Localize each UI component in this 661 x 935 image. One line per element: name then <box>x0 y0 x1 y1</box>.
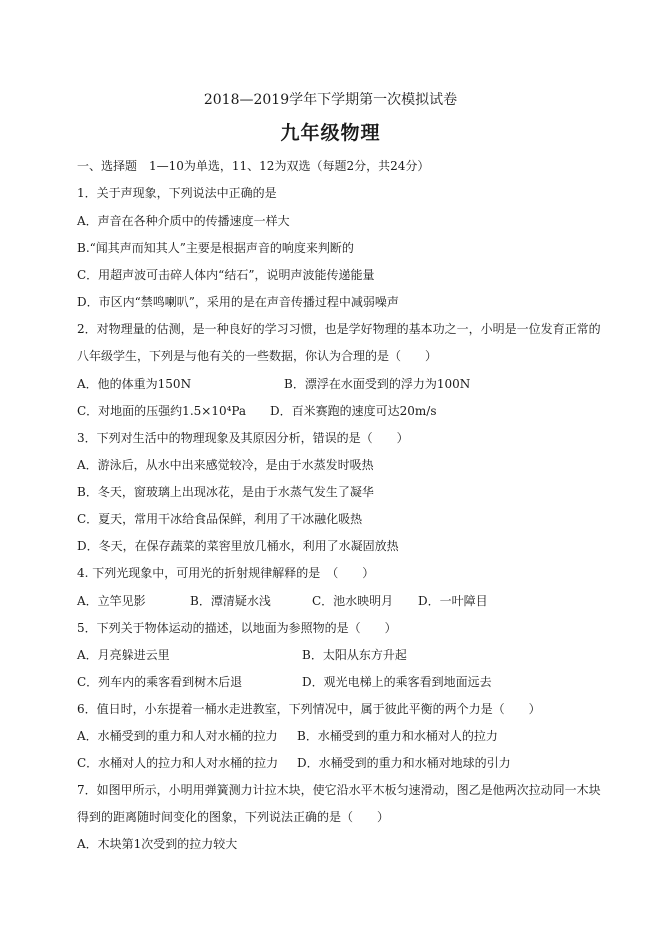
question-3-option-a: A．游泳后，从水中出来感觉较冷，是由于水蒸发时吸热 <box>77 458 374 472</box>
question-6-option-b: B．水桶受到的重力和水桶对人的拉力 <box>297 729 498 743</box>
question-6-option-a: A．水桶受到的重力和人对水桶的拉力 <box>77 729 278 743</box>
question-7-stem-line1: 7．如图甲所示，小明用弹簧测力计拉木块，使它沿水平木板匀速滑动，图乙是他两次拉动同一木块 <box>77 783 601 797</box>
question-6-stem: 6．值日时，小东提着一桶水走进教室，下列情况中，属于彼此平衡的两个力是（ ） <box>77 702 541 716</box>
question-2-option-c: C．对地面的压强约1.5×10⁴Pa <box>77 404 247 418</box>
question-1-option-a: A．声音在各种介质中的传播速度一样大 <box>77 214 290 228</box>
question-1-option-c: C．用超声波可击碎人体内“结石”，说明声波能传递能量 <box>77 268 375 282</box>
question-4-option-a: A．立竿见影 <box>77 594 146 608</box>
question-2-option-d: D．百米赛跑的速度可达20m/s <box>270 404 437 418</box>
question-5-stem: 5．下列关于物体运动的描述，以地面为参照物的是（ ） <box>77 621 397 635</box>
question-1-option-d: D．市区内“禁鸣喇叭”，采用的是在声音传播过程中减弱噪声 <box>77 295 399 309</box>
question-1-option-b: B.“闻其声而知其人”主要是根据声音的响度来判断的 <box>77 241 354 255</box>
question-3-option-c: C．夏天，常用干冰给食品保鲜，利用了干冰融化吸热 <box>77 512 363 526</box>
question-6-option-c: C．水桶对人的拉力和人对水桶的拉力 <box>77 756 279 770</box>
section-heading: 一、选择题 1—10为单选，11、12为双选（每题2分，共24分） <box>77 159 430 173</box>
question-3-stem: 3．下列对生活中的物理现象及其原因分析，错误的是（ ） <box>77 431 409 445</box>
question-5-option-c: C．列车内的乘客看到树木后退 <box>77 675 243 689</box>
question-2-stem-line2: 八年级学生，下列是与他有关的一些数据，你认为合理的是（ ） <box>77 349 438 363</box>
question-5-option-d: D．观光电梯上的乘客看到地面远去 <box>302 675 492 689</box>
question-6-option-d: D．水桶受到的重力和水桶对地球的引力 <box>297 756 511 770</box>
question-7-stem-line2: 得到的距离随时间变化的图象，下列说法正确的是（ ） <box>77 810 390 824</box>
question-4-option-d: D．一叶障目 <box>418 594 488 608</box>
question-3-option-b: B．冬天，窗玻璃上出现冰花，是由于水蒸气发生了凝华 <box>77 485 374 499</box>
question-4-stem: 4. 下列光现象中，可用光的折射规律解释的是 （ ） <box>77 566 375 580</box>
question-2-option-b: B．漂浮在水面受到的浮力为100N <box>284 377 471 391</box>
question-3-option-d: D．冬天，在保存蔬菜的菜窖里放几桶水，利用了水凝固放热 <box>77 539 399 553</box>
question-5-option-a: A．月亮躲进云里 <box>77 648 170 662</box>
question-7-option-a: A．木块第1次受到的拉力较大 <box>77 837 238 851</box>
question-2-option-a: A．他的体重为150N <box>77 377 192 391</box>
question-4-option-b: B．潭清疑水浅 <box>190 594 271 608</box>
question-1-stem: 1．关于声现象，下列说法中正确的是 <box>77 186 277 200</box>
exam-title: 2018—2019学年下学期第一次模拟试卷 <box>203 92 458 108</box>
question-2-stem-line1: 2．对物理量的估测，是一种良好的学习习惯，也是学好物理的基本功之一，小明是一位发育正常的 <box>77 322 601 336</box>
question-5-option-b: B．太阳从东方升起 <box>302 648 407 662</box>
question-4-option-c: C．池水映明月 <box>312 594 394 608</box>
subject-title: 九年级物理 <box>280 122 381 144</box>
